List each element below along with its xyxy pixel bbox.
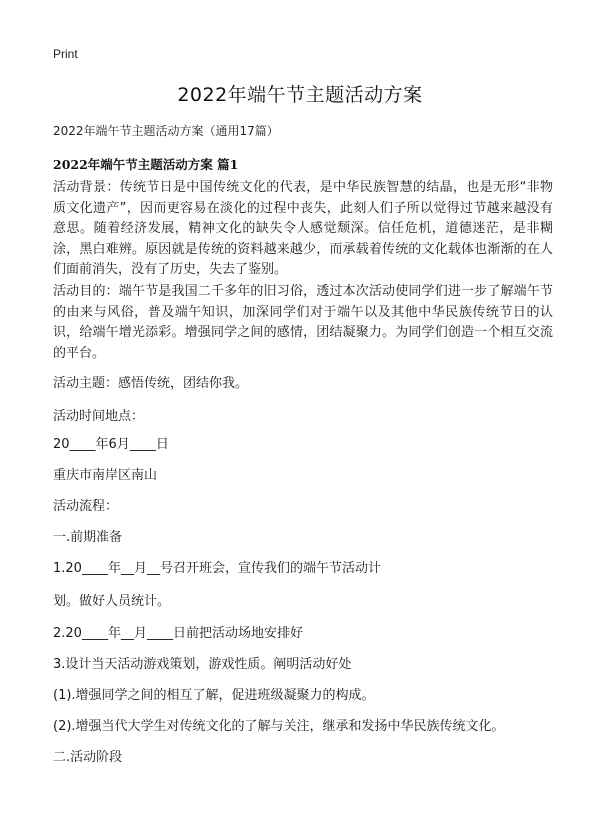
print-link[interactable]: Print	[53, 47, 78, 61]
text-line: 20____年6月____日	[53, 437, 169, 452]
document-title: 2022年端午节主题活动方案	[177, 84, 423, 106]
document-subtitle: 2022年端午节主题活动方案（通用17篇）	[53, 124, 279, 138]
text-line: 3.设计当天活动游戏策划，游戏性质。阐明活动好处	[53, 657, 352, 672]
paragraph-purpose: 活动目的：端午节是我国二千多年的旧习俗，透过本次活动使同学们进一步了解端午节的由来与风俗，普及端午知识，加深同学们对于端午以及其他中华民族传统节日的认识，给端午增光添彩。增强同学之间的感情，团结凝聚力。为同学们创造一个相互交流的平台。	[53, 284, 553, 361]
text-line: 二.活动阶段	[53, 750, 123, 765]
text-line: 1.20____年__月__号召开班会，宣传我们的端午节活动计	[53, 561, 381, 576]
text-line: (2).增强当代大学生对传统文化的了解与关注，继承和发扬中华民族传统文化。	[53, 719, 505, 734]
paragraph-background: 活动背景：传统节日是中国传统文化的代表，是中华民族智慧的结晶，也是无形“非物质文化遗产”，因而更容易在淡化的过程中丧失，此刻人们子所以觉得过节越来越没有意思。随着经济发展，精神文化的缺失令人感觉颓深。信任危机，道德迷茫，是非糊涂，黑白难辨。原因就是传统的资料越来越少，而承载着传统的文化载体也渐渐的在人们面前消失，没有了历史，失去了鉴别。	[53, 180, 553, 277]
text-line: 活动流程：	[53, 499, 119, 514]
text-line: 重庆市南岸区南山	[53, 468, 158, 483]
text-line: 活动主题：感悟传统，团结你我。	[53, 376, 249, 391]
section-heading: 2022年端午节主题活动方案 篇1	[53, 157, 239, 172]
text-line: 2.20____年__月____日前把活动场地安排好	[53, 626, 303, 641]
text-line: 活动时间地点：	[53, 409, 145, 424]
text-line: 一.前期准备	[53, 530, 123, 545]
text-line: 划。做好人员统计。	[53, 594, 171, 609]
text-line: (1).增强同学之间的相互了解，促进班级凝聚力的构成。	[53, 688, 375, 703]
